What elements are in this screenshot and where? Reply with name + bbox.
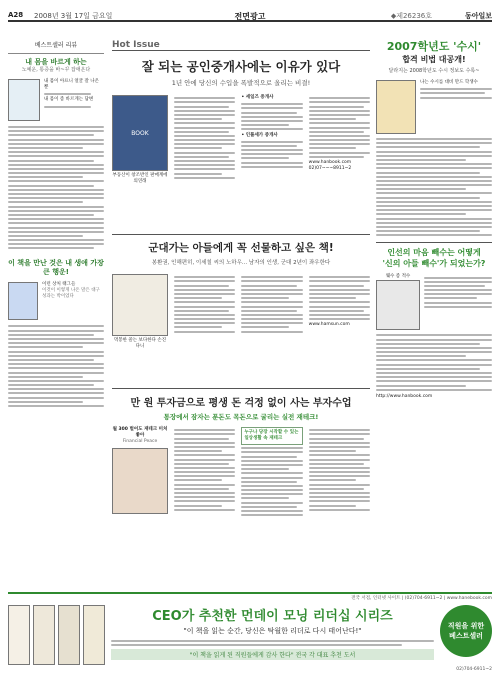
finance-book-caption: 월 300 벌어도 재테크 미처 좋아 bbox=[112, 427, 168, 438]
series-cover-3 bbox=[58, 605, 80, 665]
left-column bbox=[8, 40, 104, 580]
issue-date: 2008년 3월 17일 금요일 bbox=[34, 12, 113, 20]
military-headline: 군대가는 아들에게 꼭 선물하고 싶은 책! bbox=[148, 242, 334, 254]
hot-book-caption: 부동산이 창조반인 판매계에의연래 bbox=[112, 173, 168, 184]
right-column bbox=[376, 40, 492, 585]
book-cover-image-7 bbox=[376, 280, 420, 330]
left-sub-title: 이 책을 만난 것은 내 생애 가장 큰 행운! bbox=[8, 259, 104, 277]
military-book-caption: 먹봉한 쓸는 보다한다 손진다니 bbox=[113, 338, 167, 349]
series-cover-4 bbox=[83, 605, 105, 665]
military-subhead: 봉환권, 인해편히, 이세칠 씨의 노하우... 남자의 인생, 군대 2년이 좌우한다 bbox=[151, 260, 331, 266]
badge-line-2: 베스트셀러 bbox=[449, 632, 483, 640]
section-title: 전면광고 bbox=[234, 12, 266, 21]
hot-article-col3 bbox=[309, 95, 370, 185]
bottom-topline: 전국 서점, 인터넷 사이트 | (02)704-6911~2 | www.hanebook.com bbox=[351, 596, 492, 601]
right-subhead: 달라지는 2008학년도 수시 정보도 수록~ bbox=[388, 68, 480, 74]
badge-line-1: 직원을 위한 bbox=[447, 622, 485, 630]
ceo-cta-strip: "이 책을 읽게 된 직원들에게 감사 한다" 전국 각 대표 추천 도서 bbox=[111, 649, 434, 660]
military-col2 bbox=[241, 274, 302, 350]
right-book2-caption: 웨수 좀 적수 bbox=[385, 274, 411, 280]
right-headline-1: 2007학년도 '수시' bbox=[386, 40, 482, 53]
book2-title: 내 몸이 좀 바르게는 답변 bbox=[44, 97, 94, 103]
issue-number: ◆제26236호 bbox=[390, 12, 432, 20]
military-col3 bbox=[309, 274, 370, 350]
finance-box-title: 누구나 당장 시작할 수 있는 일상생활 속 재테크 bbox=[244, 430, 299, 441]
right-headline-2: 합격 비법 대공개! bbox=[402, 55, 466, 64]
hot-issue-headline: 잘 되는 공인중개사에는 이유가 있다 bbox=[141, 59, 341, 74]
finance-subhead: 통장에서 잠자는 푼돈도 목돈으로 굴리는 실전 재테크! bbox=[163, 413, 319, 421]
book1-title: 내 몸이 아프니 얼굴 잘 나온 뿐 bbox=[44, 79, 99, 90]
right-article-body bbox=[376, 138, 492, 236]
ceo-leadership-banner bbox=[8, 592, 492, 684]
left-title-2: 노예운, 통증을 바~꾸 잡애온다 bbox=[21, 67, 91, 73]
bestseller-tag: 베스트셀러 리뷰 bbox=[8, 40, 104, 54]
hot-publisher[interactable]: www.hanbook.com bbox=[308, 160, 352, 165]
left-article-body-2 bbox=[8, 325, 104, 407]
finance-book-sub: Financial Peace bbox=[122, 439, 158, 444]
finance-headline: 만 원 투자금으로 평생 돈 걱정 없이 사는 부자수업 bbox=[130, 398, 352, 409]
book-cover-image-5 bbox=[112, 448, 168, 514]
right-publisher[interactable]: http://www.hanbook.com bbox=[376, 393, 433, 399]
book-series-covers bbox=[8, 605, 105, 665]
section-heading-1: • 세일즈 중개사 bbox=[241, 95, 274, 100]
ceo-subhead: "이 책을 읽는 순간, 당신은 탁월한 리더로 다시 태어난다!" bbox=[183, 627, 362, 635]
page-number: A28 bbox=[8, 11, 24, 19]
series-cover-1 bbox=[8, 605, 30, 665]
bottom-phone: 02)704-6911~2 bbox=[456, 667, 492, 672]
section-heading-2: • 인풀세가 중개사 bbox=[241, 132, 278, 138]
ceo-headline: CEO가 추천한 먼데이 모닝 리더십 시리즈 bbox=[152, 609, 393, 624]
finance-col3 bbox=[309, 427, 370, 518]
book-cover-image bbox=[8, 79, 40, 121]
finance-book-block bbox=[112, 388, 370, 588]
book3-subtitle: 이것이 이렇게 나온 말은 대구 성과는 박이었다 bbox=[42, 288, 100, 300]
military-book-block bbox=[112, 234, 370, 384]
book-cover-image-4 bbox=[112, 274, 168, 336]
left-article-body bbox=[8, 126, 104, 249]
right-book-caption: 나는 수시를 대비 만드 학생수 bbox=[420, 80, 478, 85]
hot-phone: 02)07~~~8911~2 bbox=[308, 166, 352, 171]
newspaper-brand: 동아일보 bbox=[464, 12, 492, 20]
page-header bbox=[8, 8, 492, 22]
hot-article-col2 bbox=[241, 95, 302, 185]
military-col1 bbox=[174, 274, 235, 350]
hot-issue-label: Hot Issue bbox=[112, 40, 160, 50]
right-headline-3: 인선의 마음 빼수는 어떻게 bbox=[387, 248, 481, 258]
series-cover-2 bbox=[33, 605, 55, 665]
military-publisher[interactable]: www.hamsun.com bbox=[308, 322, 350, 328]
right-article-body-2 bbox=[376, 334, 492, 390]
left-title-1: 내 몸을 바르게 하는 bbox=[25, 58, 87, 66]
book-cover-image-2 bbox=[8, 282, 38, 320]
right-headline-4: '신의 아들 빼수'가 되었는가? bbox=[382, 259, 486, 269]
book-cover-image-6 bbox=[376, 80, 416, 134]
hot-issue-subhead: 1년 안에 당신의 수입을 폭발적으로 올리는 비결! bbox=[171, 79, 311, 87]
book-cover-image-3: BOOK bbox=[112, 95, 168, 171]
book3-title: 이런 상처 태그들 bbox=[42, 282, 76, 288]
finance-col2 bbox=[241, 427, 302, 518]
bestseller-badge[interactable] bbox=[440, 605, 492, 657]
finance-col1 bbox=[174, 427, 235, 518]
hot-article-col1 bbox=[174, 95, 235, 185]
hot-issue-block bbox=[112, 40, 370, 230]
